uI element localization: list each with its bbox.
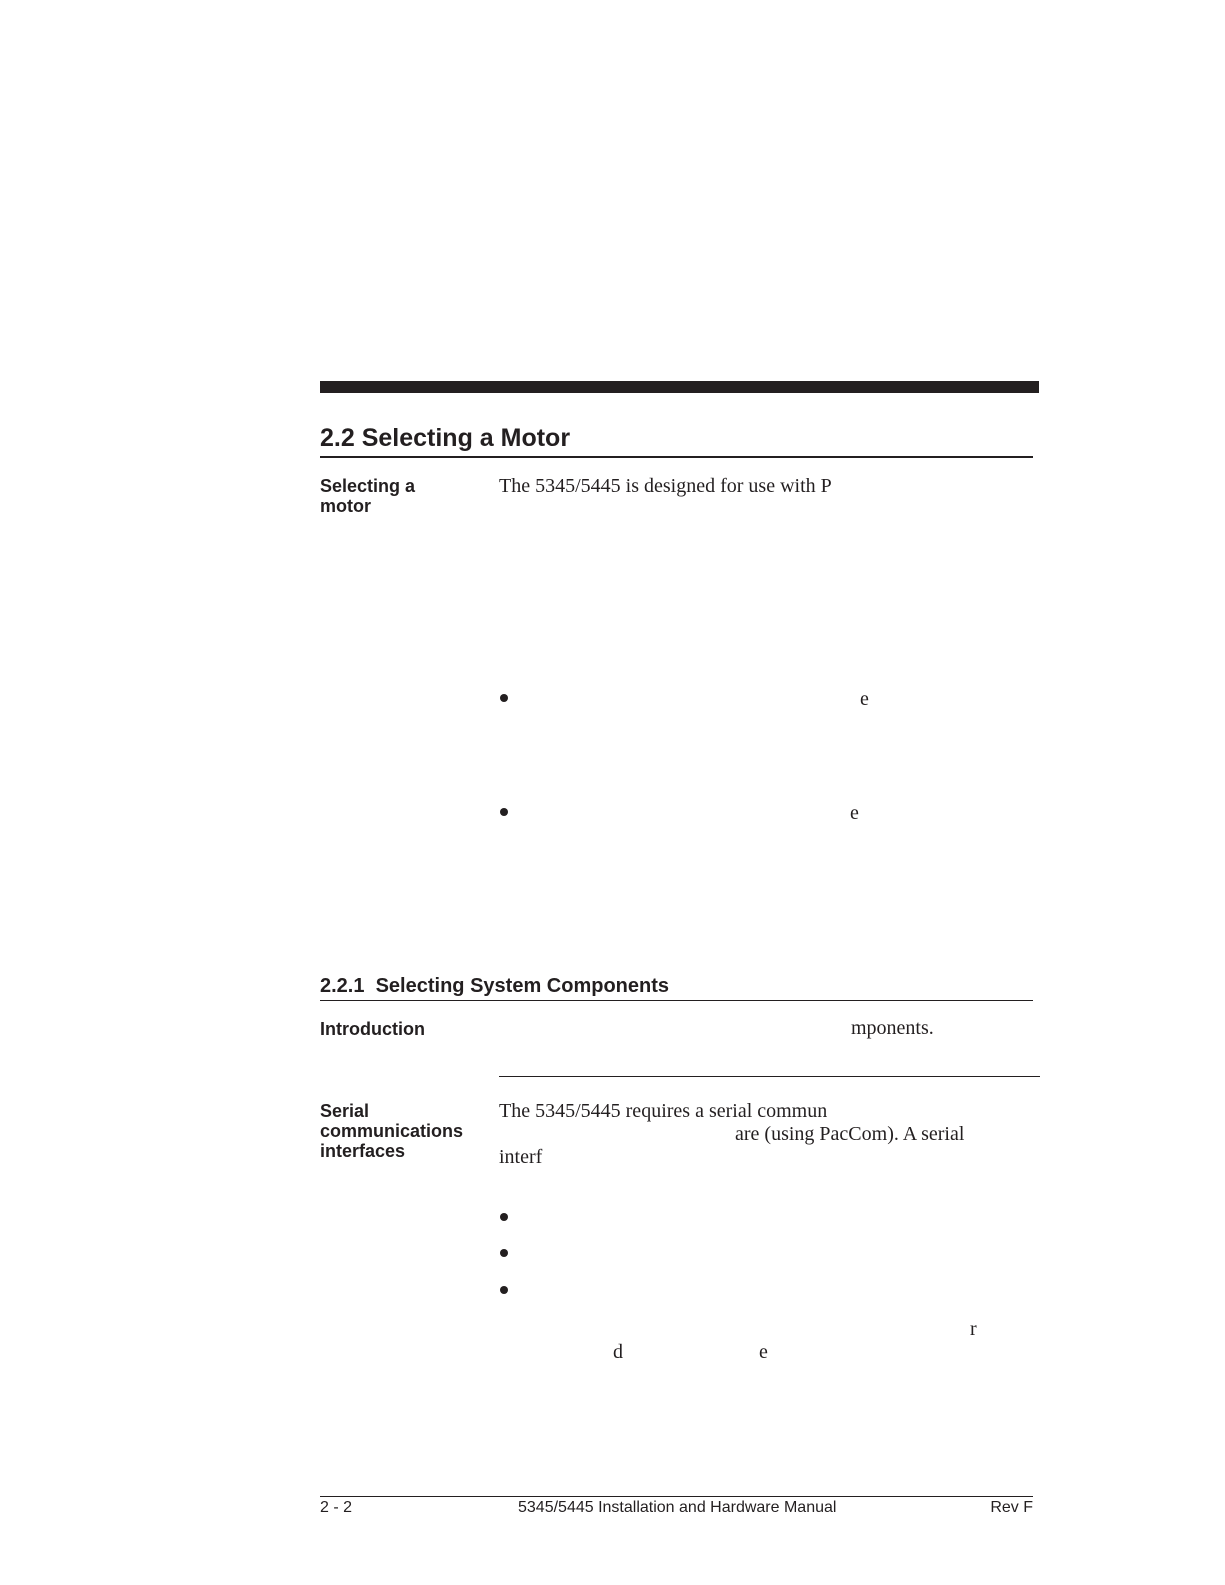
subsection-title: 2.2.1 Selecting System Components [320,975,669,997]
side-label-line: Selecting a [320,476,416,496]
serial-text-line: are (using PacCom). A serial [735,1123,965,1145]
section-title: 2.2 Selecting a Motor [320,424,571,452]
serial-fragment: r [970,1318,977,1340]
serial-fragment: e [759,1341,768,1363]
introduction-text: mponents. [851,1017,934,1039]
footer-rule [320,1496,1033,1497]
bullet-dot-icon [500,1286,508,1294]
selecting-motor-text: The 5345/5445 is designed for use with P [499,475,832,497]
bullet-dot-icon [500,694,508,702]
bullet-fragment: e [860,688,869,710]
footer-page-number: 2 - 2 [320,1499,353,1516]
side-label-line: motor [320,496,371,516]
subsection-title-rule [320,1000,1033,1001]
side-label-line: interfaces [320,1141,406,1161]
side-label-introduction: Introduction [320,1019,425,1039]
introduction-rule [499,1076,1040,1077]
section-top-bar [320,381,1039,393]
bullet-dot-icon [500,1249,508,1257]
side-label-serial-interfaces [320,1101,463,1161]
footer-manual-title: 5345/5445 Installation and Hardware Manual [518,1499,837,1516]
side-label-line: communications [320,1121,464,1141]
serial-text-line: interf [499,1146,543,1168]
bullet-dot-icon [500,808,508,816]
section-title-rule [320,456,1033,458]
bullet-fragment: e [850,802,859,824]
side-label-line: Serial [320,1101,370,1121]
serial-fragment: d [613,1341,623,1363]
serial-text-line: The 5345/5445 requires a serial commun [499,1100,828,1122]
footer-revision: Rev F [990,1499,1033,1516]
side-label-selecting-motor [320,476,415,516]
bullet-dot-icon [500,1213,508,1221]
